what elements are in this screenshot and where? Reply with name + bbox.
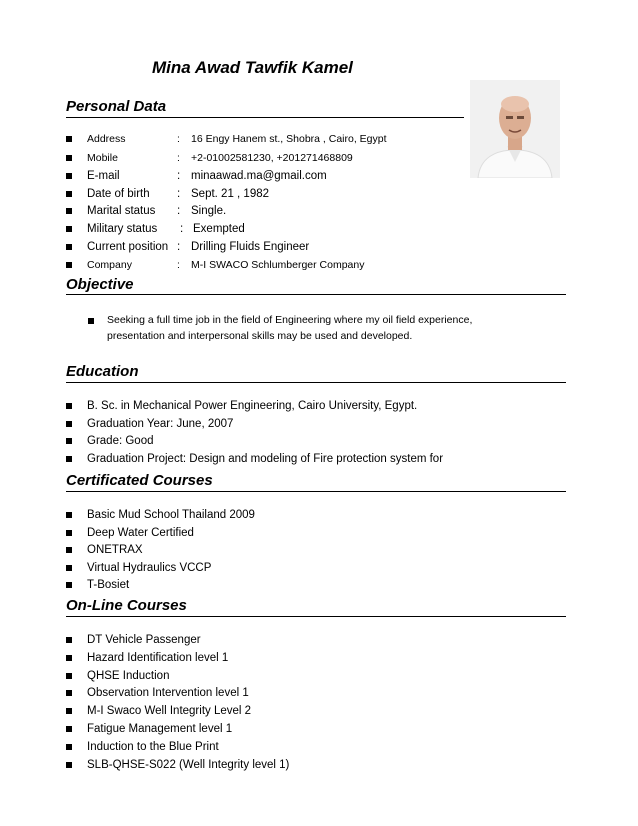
row-colon: :: [180, 223, 184, 235]
objective-heading: Objective: [66, 276, 134, 293]
education-item-text: Graduation Project: Design and modeling of Fire protection system for: [87, 452, 444, 465]
person-photo-icon: [470, 80, 560, 178]
bullet-icon: [66, 673, 72, 679]
objective-line-1: Seeking a full time job in the field of Engineering where my oil field experience,: [107, 314, 473, 326]
row-value: Single.: [191, 205, 227, 217]
certificated-course-item-text: Basic Mud School Thailand 2009: [87, 509, 255, 521]
row-label: Date of birth: [87, 188, 150, 200]
bullet-icon: [66, 438, 72, 444]
online-courses-divider: [66, 616, 566, 617]
profile-photo: [470, 80, 560, 178]
bullet-icon: [66, 655, 72, 661]
bullet-icon: [66, 456, 72, 462]
online-course-item-text: Fatigue Management level 1: [87, 723, 233, 735]
objective-bullet: [88, 318, 94, 324]
certificated-course-item-text: Deep Water Certified: [87, 526, 194, 539]
bullet-icon: [66, 226, 72, 232]
online-course-item-text: DT Vehicle Passenger: [87, 634, 201, 646]
online-course-item-text: M-I Swaco Well Integrity Level 2: [87, 705, 252, 718]
online-course-item-text: SLB-QHSE-S022 (Well Integrity level 1): [87, 758, 290, 771]
bullet-icon: [66, 512, 72, 518]
row-label: E-mail: [87, 170, 120, 182]
row-colon: :: [177, 152, 180, 164]
certificated-course-item-text: ONETRAX: [87, 544, 143, 556]
bullet-icon: [66, 582, 72, 588]
row-colon: :: [177, 170, 181, 182]
bullet-icon: [66, 637, 72, 643]
certificated-courses-heading: Certificated Courses: [66, 472, 213, 489]
row-colon: :: [177, 188, 181, 200]
certificated-courses-divider: [66, 491, 566, 492]
row-label: Address: [87, 133, 126, 145]
personal-data-heading: Personal Data: [66, 98, 167, 115]
bullet-icon: [66, 191, 72, 197]
row-colon: :: [177, 259, 180, 271]
bullet-icon: [66, 547, 72, 553]
online-course-item-text: Observation Intervention level 1: [87, 687, 249, 700]
bullet-icon: [66, 530, 72, 536]
row-label: Military status: [87, 223, 158, 235]
row-label: Current position: [87, 241, 169, 253]
bullet-icon: [66, 155, 72, 161]
objective-divider: [66, 294, 566, 295]
bullet-icon: [66, 421, 72, 427]
candidate-name: Mina Awad Tawfik Kamel: [152, 58, 353, 77]
row-label: Mobile: [87, 152, 118, 164]
online-course-item-text: Induction to the Blue Print: [87, 740, 219, 753]
row-value: M-I SWACO Schlumberger Company: [191, 259, 365, 271]
objective-line-2: presentation and interpersonal skills may be used and developed.: [107, 330, 413, 342]
bullet-icon: [66, 708, 72, 714]
row-value: +2-01002581230, +201271468809: [191, 152, 353, 164]
row-value: Exempted: [193, 223, 245, 235]
education-divider: [66, 382, 566, 383]
bullet-icon: [66, 173, 72, 179]
row-value: minaawad.ma@gmail.com: [191, 170, 327, 182]
row-label: Marital status: [87, 205, 156, 217]
personal-data-divider: [66, 117, 464, 118]
bullet-icon: [66, 744, 72, 750]
bullet-icon: [66, 244, 72, 250]
education-item-text: Grade: Good: [87, 435, 154, 447]
education-item-text: Graduation Year: June, 2007: [87, 417, 234, 430]
bullet-icon: [66, 208, 72, 214]
online-courses-heading: On-Line Courses: [66, 597, 187, 614]
row-colon: :: [177, 133, 180, 145]
row-value: 16 Engy Hanem st., Shobra , Cairo, Egypt: [191, 133, 387, 145]
education-heading: Education: [66, 363, 139, 380]
row-label: Company: [87, 259, 132, 271]
certificated-course-item-text: Virtual Hydraulics VCCP: [87, 561, 212, 574]
bullet-icon: [66, 690, 72, 696]
bullet-icon: [66, 726, 72, 732]
bullet-icon: [66, 136, 72, 142]
online-course-item-text: QHSE Induction: [87, 669, 170, 682]
row-value: Drilling Fluids Engineer: [191, 241, 310, 253]
bullet-icon: [66, 762, 72, 768]
bullet-icon: [66, 565, 72, 571]
online-course-item-text: Hazard Identification level 1: [87, 651, 229, 664]
certificated-course-item-text: T-Bosiet: [87, 579, 130, 591]
education-item-text: B. Sc. in Mechanical Power Engineering, Cairo University, Egypt.: [87, 400, 418, 412]
bullet-icon: [66, 403, 72, 409]
row-colon: :: [177, 205, 181, 217]
bullet-icon: [66, 262, 72, 268]
row-value: Sept. 21 , 1982: [191, 188, 270, 200]
row-colon: :: [177, 241, 181, 253]
